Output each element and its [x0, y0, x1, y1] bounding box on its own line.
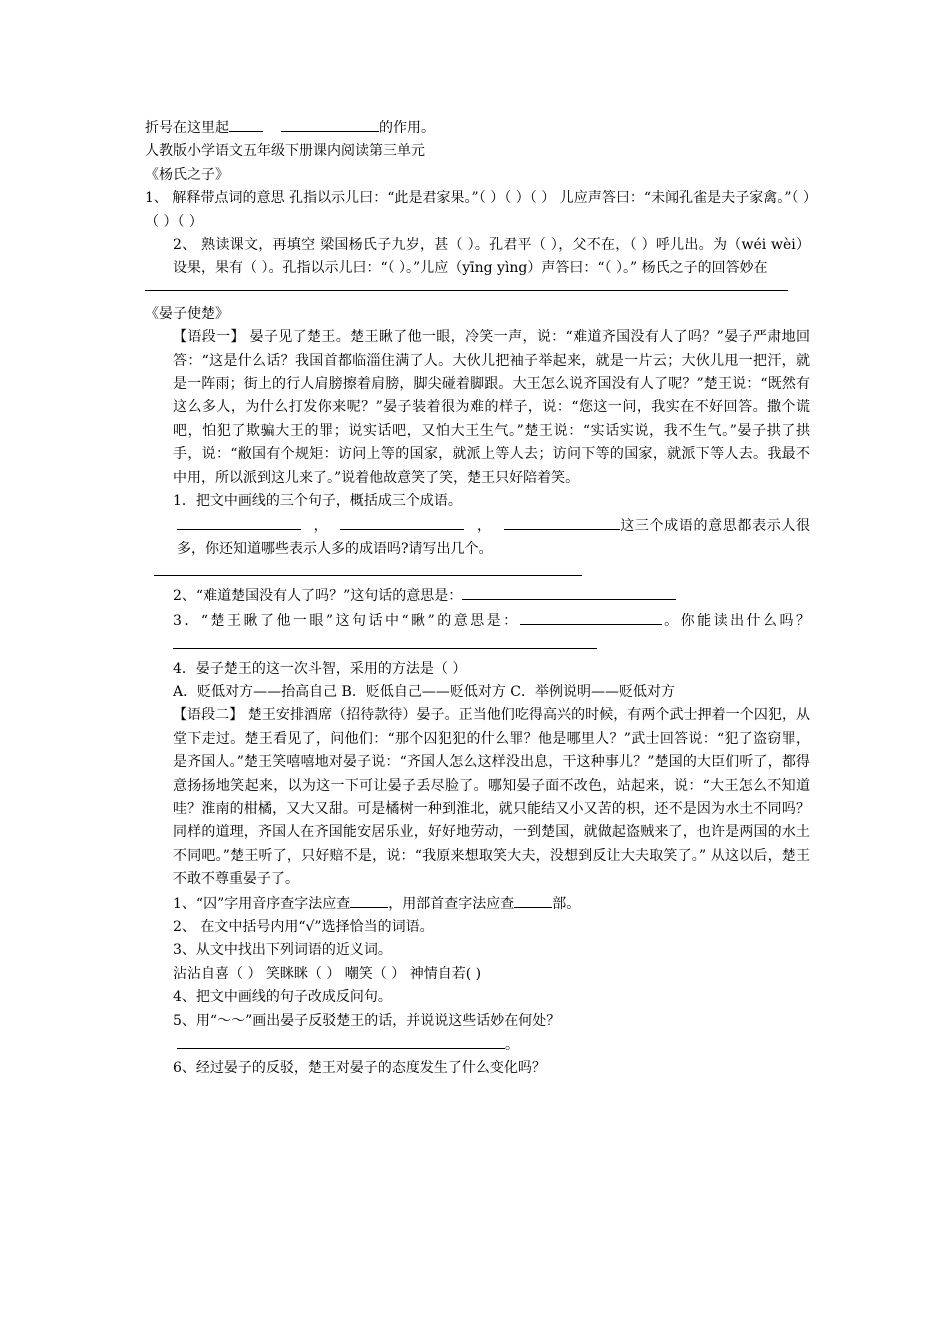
seg2-question-1-tail: 部。: [552, 895, 581, 912]
comma: ，: [313, 517, 329, 534]
period: 。: [505, 1037, 519, 1054]
seg1-question-1-tail: 这三个成语的意思都表示人很多，你还知道哪些表示人多的成语吗?请写出几个。: [177, 517, 811, 557]
document-content: [145, 116, 810, 1081]
answer-blank[interactable]: [520, 609, 662, 625]
seg1-question-1: 1．把文中画线的三个句子，概括成三个成语。: [173, 493, 462, 510]
seg2-question-3: 3、从文中找出下列词语的近义词。: [173, 942, 392, 959]
answer-blank[interactable]: [350, 892, 388, 908]
seg2-question-6: 6、经过晏子的反驳，楚王对晏子的态度发生了什么变化吗？: [173, 1060, 546, 1077]
dash-usage-tail: 的作用。: [379, 120, 435, 136]
answer-blank[interactable]: [177, 1033, 505, 1049]
lesson-title-yanzi: 《晏子使楚》: [145, 305, 229, 322]
seg1-question-3-tail: 。你能读出什么吗？: [661, 612, 811, 629]
seg2-question-5-answer: [145, 1033, 810, 1057]
comma: ，: [476, 517, 492, 534]
answer-line[interactable]: [145, 281, 788, 291]
idiom-blank-1[interactable]: [177, 514, 301, 530]
seg1-question-4-options: A．贬低对方——抬高自己 B．贬低自己——贬低对方 C．举例说明——贬低对方: [173, 683, 676, 700]
answer-blank[interactable]: [229, 116, 263, 132]
passage-segment-1: 【语段一】 晏子见了楚王。楚王瞅了他一眼，冷笑一声，说：“难道齐国没有人了吗？”晏子严肃地回答：“这是什么话？我国首都临淄住满了人。大伙儿把袖子举起来，就是一片云；大伙儿甩一把汗，就是一阵雨；街上的行人肩膀擦着肩膀，脚尖碰着脚跟。大王怎么说齐国没有人了呢？”楚王说：“既然有这么多人，为什么打发你来呢？”晏子装着很为难的样子，说：“您这一问，我实在不好回答。撒个谎吧，怕犯了欺骗大王的罪；说实话吧，又怕大王生气。”楚王说：“实话实说，我不生气。”晏子拱了拱手，说：“敝国有个规矩：访问上等的国家，就派上等人去；访问下等的国家，就派下等人去。我最不中用，所以派到这儿来了。”说着他故意笑了笑，楚王只好陪着笑。: [173, 329, 810, 486]
answer-blank[interactable]: [173, 633, 597, 649]
idiom-blank-2[interactable]: [340, 514, 464, 530]
seg2-question-2: 2、 在文中括号内用“√”选择恰当的词语。: [173, 919, 434, 935]
dash-usage-text: 折号在这里起: [145, 120, 229, 136]
seg1-question-3-text: 3．“楚王瞅了他一眼”这句话中“瞅”的意思是：: [173, 612, 520, 629]
seg1-question-4: 4．晏子楚王的这一次斗智，采用的方法是（ ）: [173, 660, 467, 677]
lesson-title-yang: 《杨氏之子》: [145, 166, 229, 183]
seg2-question-3-words: 沾沾自喜（ ） 笑眯眯（ ） 嘲笑（ ） 神情自若( ): [173, 965, 482, 982]
answer-blank[interactable]: [462, 584, 676, 600]
seg1-question-1-answer: [145, 514, 810, 562]
unit-title: 人教版小学语文五年级下册课内阅读第三单元: [145, 143, 425, 160]
answer-line[interactable]: [154, 561, 582, 576]
seg1-question-2-text: 2、“难道楚国没有人了吗？”这句话的意思是：: [173, 588, 463, 605]
idiom-blank-3[interactable]: [504, 514, 620, 530]
answer-blank[interactable]: [281, 116, 379, 132]
seg2-question-1: [145, 892, 810, 916]
yang-question-1: 1、 解释带点词的意思 孔指以示儿曰：“此是君家果。”（ ）（ ）（ ） 儿应声答曰：“未闻孔雀是夫子家禽。”（ ）（ ）（ ）: [145, 190, 810, 230]
seg2-question-1-mid: ，用部首查字法应查: [388, 895, 515, 912]
answer-blank[interactable]: [514, 892, 552, 908]
seg1-question-2: [145, 584, 810, 608]
seg2-question-1-text: 1、“囚”字用音序查字法应查: [173, 895, 351, 912]
top-line-1: [145, 116, 810, 140]
seg2-question-5: 5、用“～～”画出晏子反驳楚王的话，并说说这些话妙在何处？: [173, 1012, 561, 1029]
seg1-question-3: [145, 609, 810, 658]
passage-segment-2: 【语段二】 楚王安排酒席（招待款待）晏子。正当他们吃得高兴的时候，有两个武士押着一个囚犯，从堂下走过。楚王看见了，问他们：“那个囚犯犯的什么罪？他是哪里人？”武士回答说：“犯了盗窃罪，是齐国人。”楚王笑嘻嘻地对晏子说：“齐国人怎么这样没出息，干这种事儿？”楚国的大臣们听了，都得意扬扬地笑起来，以为这一下可让晏子丢尽脸了。哪知晏子面不改色，站起来，说：“大王怎么不知道哇？淮南的柑橘，又大又甜。可是橘树一种到淮北，就只能结又小又苦的枳，还不是因为水土不同吗？同样的道理，齐国人在齐国能安居乐业，好好地劳动，一到楚国，就做起盗贼来了，也许是两国的水土不同吧。”楚王听了，只好赔不是，说：“我原来想取笑大夫，没想到反让大夫取笑了。” 从这以后，楚王不敢不尊重晏子了。: [173, 707, 810, 888]
seg2-question-4: 4、把文中画线的句子改成反问句。: [173, 989, 392, 1006]
yang-question-2: 2、 熟读课文，再填空 梁国杨氏子九岁，甚（ ）。孔君平（ ），父不在，（ ）呼儿出。为（wéi wèi）设果，果有（ ）。孔指以示儿曰：“（ ）。”儿应（yīng yìng）声答曰：“（ ）。” 杨氏之子的回答妙在: [173, 237, 810, 277]
